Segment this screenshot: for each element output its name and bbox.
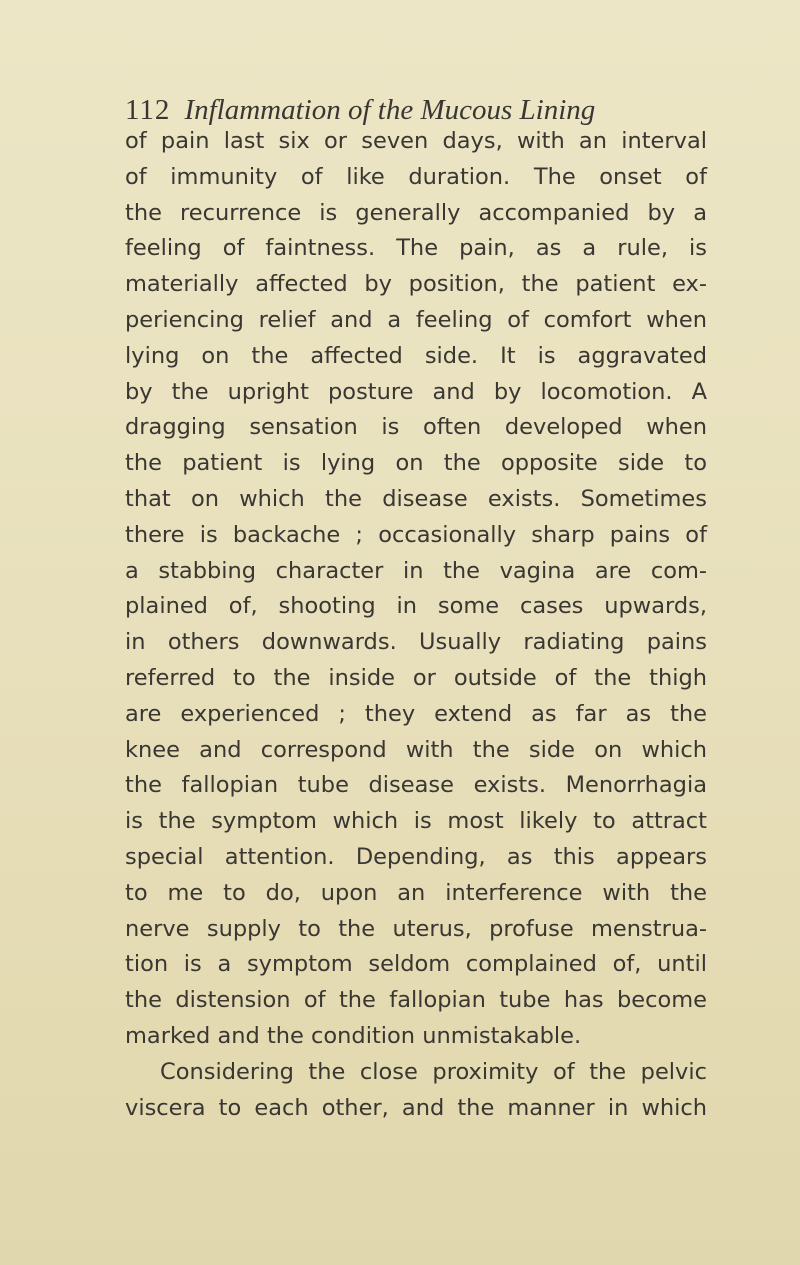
running-head	[125, 92, 685, 128]
body-text	[125, 124, 707, 1126]
text-line: of immunity of like duration. The onset of	[125, 163, 707, 190]
text-line: is the symptom which is most likely to attract	[125, 808, 707, 835]
text-line: the distension of the fallopian tube has become	[125, 987, 707, 1014]
text-line: special attention. Depending, as this appears	[125, 843, 707, 870]
text-line: periencing relief and a feeling of comfort when	[125, 306, 707, 333]
text-line: by the upright posture and by locomotion. A	[125, 378, 707, 405]
text-line: lying on the affected side. It is aggravated	[125, 342, 707, 369]
text-line-paragraph-end: marked and the condition unmistakable.	[125, 1022, 582, 1049]
text-line: tion is a symptom seldom complained of, until	[125, 951, 707, 978]
text-line: viscera to each other, and the manner in which	[125, 1094, 707, 1121]
text-line: feeling of faintness. The pain, as a rule, is	[125, 235, 707, 262]
text-line: a stabbing character in the vagina are com-	[125, 557, 707, 584]
text-line: dragging sensation is often developed when	[125, 414, 707, 441]
running-title: Inflammation of the Mucous Lining	[184, 94, 596, 126]
text-line: the patient is lying on the opposite side to	[125, 450, 707, 477]
text-line: knee and correspond with the side on which	[125, 736, 707, 763]
text-line: referred to the inside or outside of the thigh	[125, 664, 707, 691]
text-line-paragraph-start: Considering the close proximity of the pelvic	[160, 1058, 707, 1085]
page-number: 112	[125, 94, 171, 126]
text-line: plained of, shooting in some cases upwards,	[125, 593, 707, 620]
text-line: materially affected by position, the patient ex-	[125, 271, 707, 298]
text-line: in others downwards. Usually radiating pains	[125, 629, 707, 656]
text-line: the recurrence is generally accompanied by a	[125, 199, 707, 226]
text-line: of pain last six or seven days, with an interval	[125, 128, 707, 154]
text-line: there is backache ; occasionally sharp pains of	[125, 521, 707, 548]
text-line: the fallopian tube disease exists. Menorrhagia	[125, 772, 707, 799]
text-line: nerve supply to the uterus, profuse menstrua-	[125, 915, 707, 942]
text-line: that on which the disease exists. Sometimes	[125, 485, 707, 512]
text-line: are experienced ; they extend as far as the	[125, 700, 707, 727]
text-line: to me to do, upon an interference with the	[125, 879, 707, 906]
